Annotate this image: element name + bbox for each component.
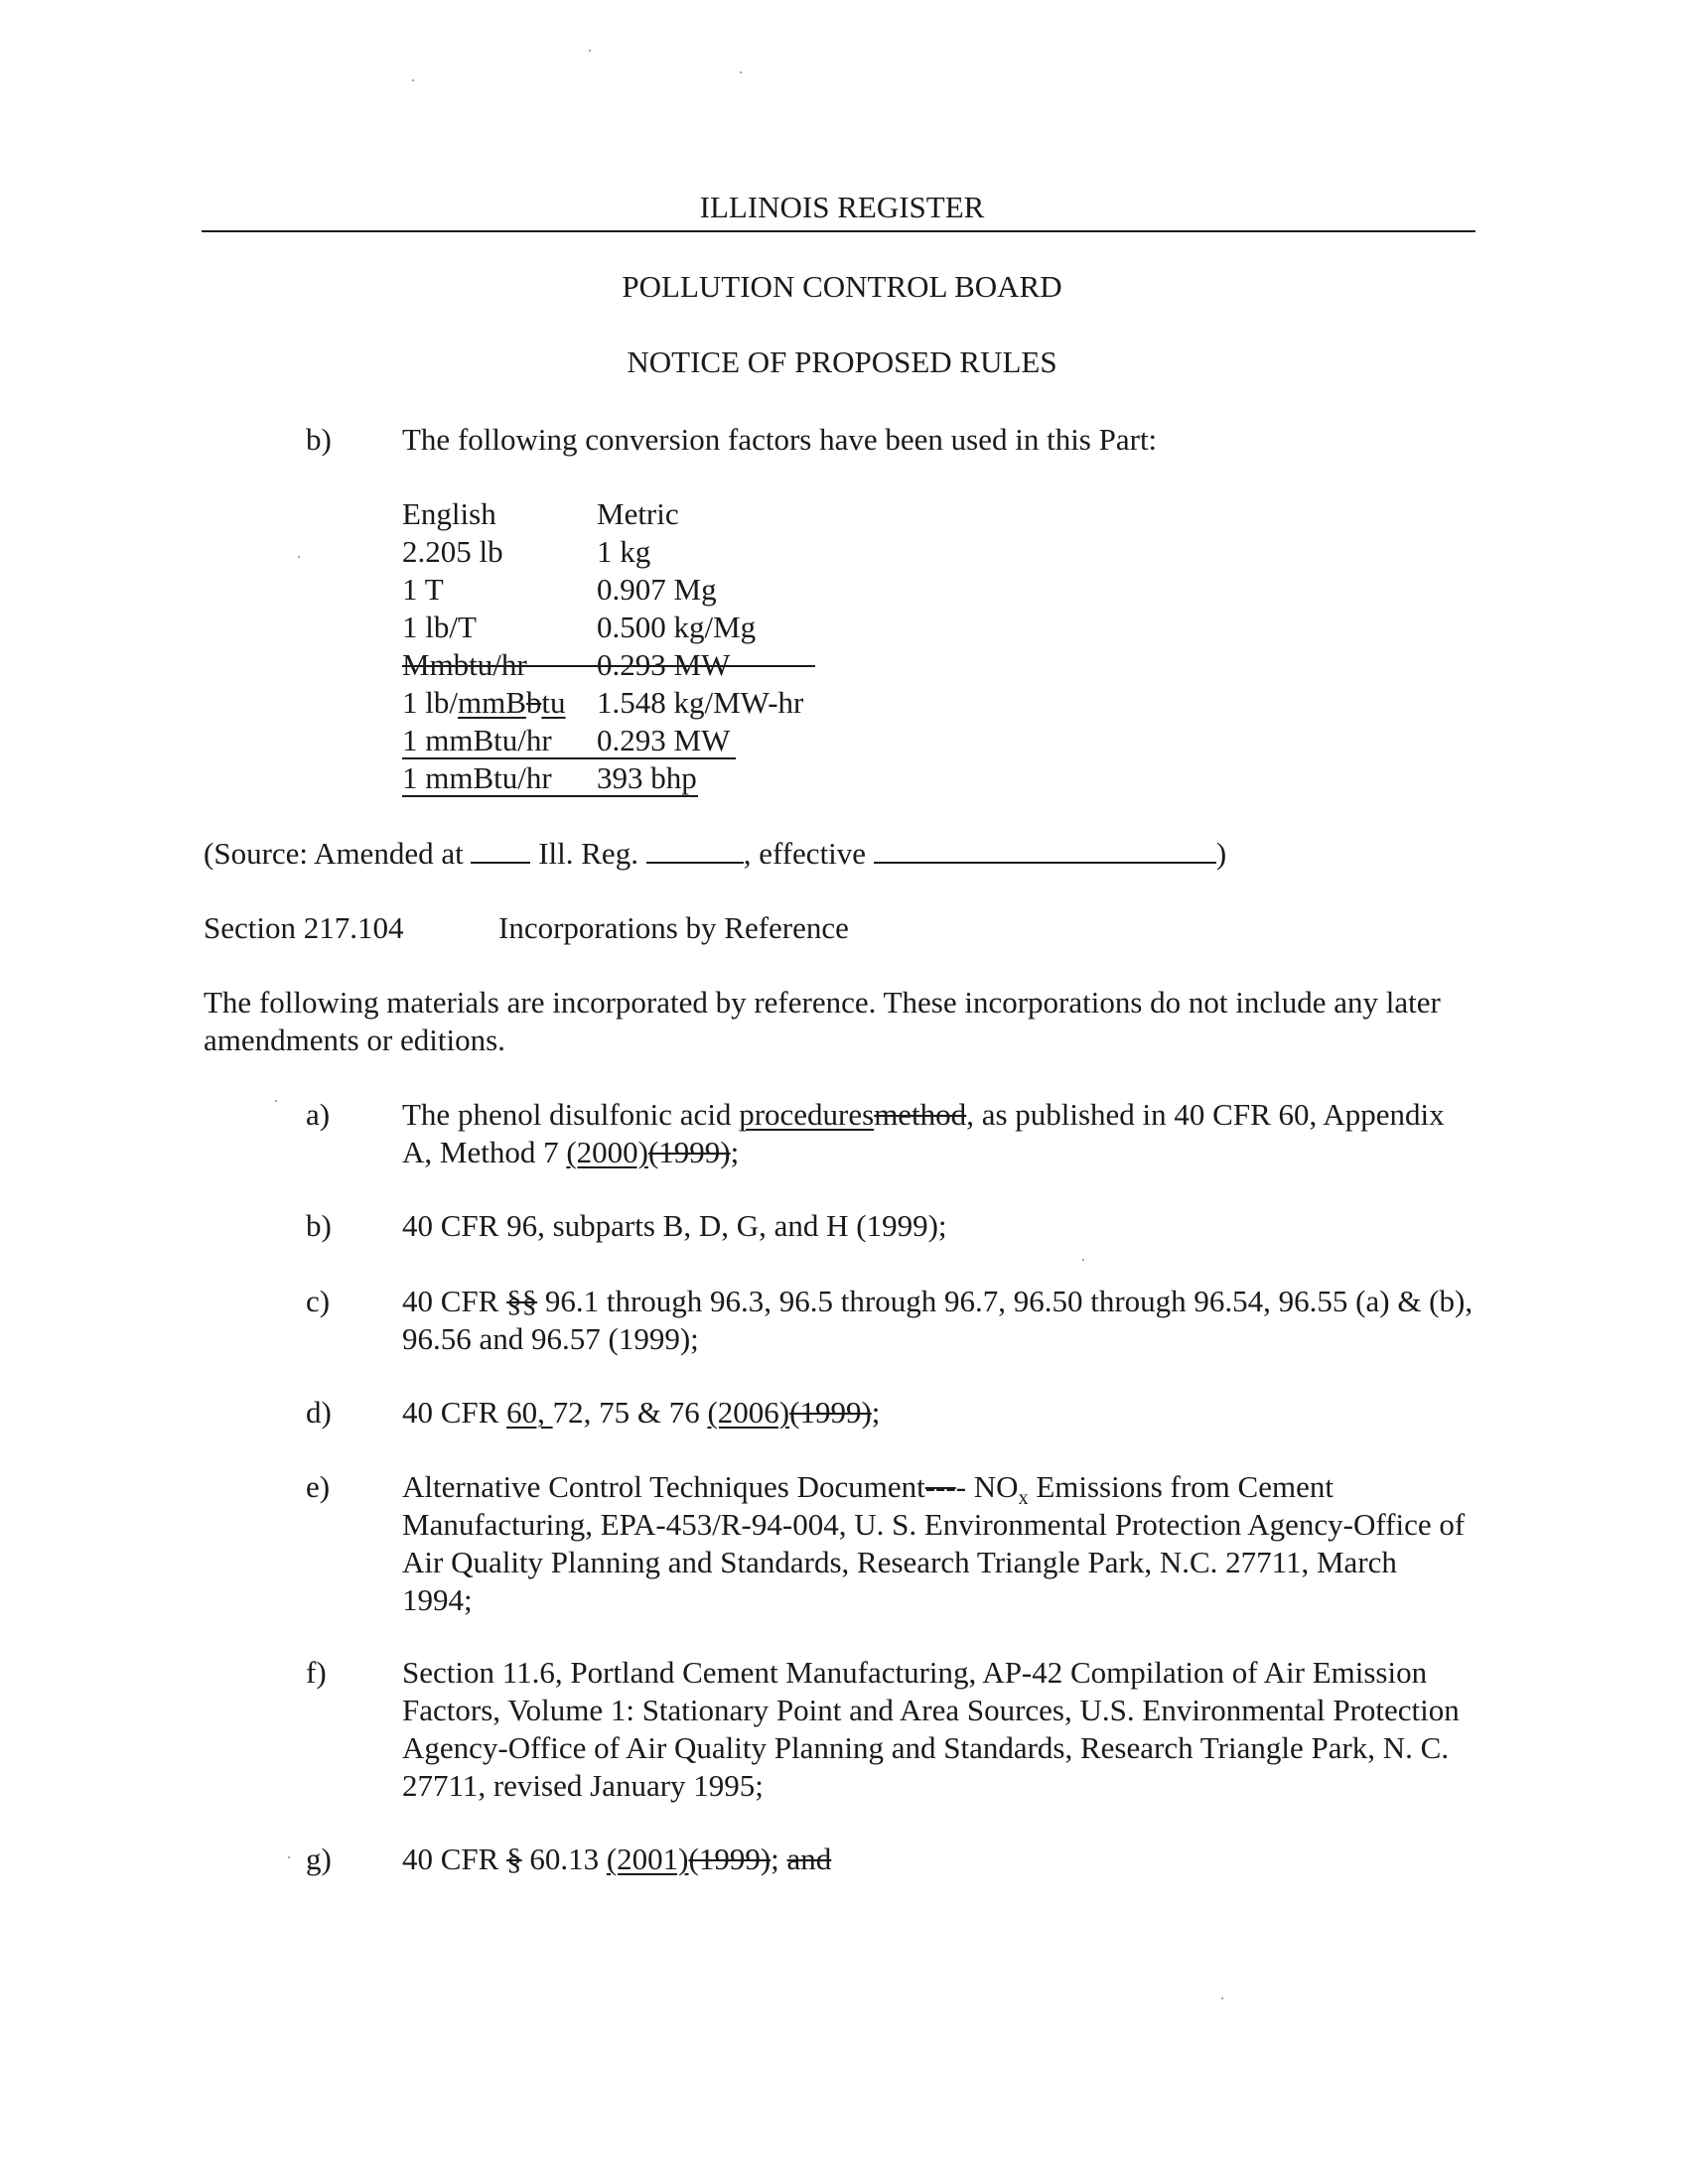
metric-value: 0.293 MW xyxy=(597,647,731,682)
row-underline xyxy=(402,795,698,797)
english-value: 1 lb/mmBbtu xyxy=(402,685,566,720)
item-label: d) xyxy=(306,1395,332,1430)
scan-speck xyxy=(412,79,414,81)
intro-item-text: The following conversion factors have been used in this Part: xyxy=(402,422,1158,457)
english-value: 1 mmBtu/hr xyxy=(402,723,552,757)
item-text: Alternative Control Techniques Document---- $NO_x$ Emissions from Cement Manufacturing, EPA-453/R-94-004, U. S. Environmental Protection Agency-Office of Air Quality Planning and Standards, Research Triangle Park, N.C. 27711, March 1994; xyxy=(402,1469,1466,1617)
metric-value: 0.293 MW xyxy=(597,723,731,757)
section-title: Incorporations by Reference xyxy=(498,910,849,945)
col-metric-header: Metric xyxy=(597,496,679,531)
source-close-paren: ) xyxy=(1215,836,1227,871)
scan-speck xyxy=(298,556,300,558)
source-effective-label: , effective xyxy=(743,836,867,871)
item-label: g) xyxy=(306,1842,332,1876)
english-value: 1 T xyxy=(402,572,444,607)
item-label: f) xyxy=(306,1655,327,1690)
scan-speck xyxy=(589,50,591,52)
metric-value: 0.907 Mg xyxy=(597,572,717,607)
source-reg-label: Ill. Reg. xyxy=(538,836,638,871)
metric-value: 1 kg xyxy=(597,534,651,569)
english-value: 1 mmBtu/hr xyxy=(402,760,552,795)
item-text: 40 CFR 60, 72, 75 & 76 (2006)(1999); xyxy=(402,1395,881,1430)
metric-value: 393 bhp xyxy=(597,760,697,795)
item-text: Section 11.6, Portland Cement Manufacturing, AP-42 Compilation of Air Emission Factors, Volume 1: Stationary Point and Area Sources, U.S. Environmental Protection Agency-Office of Air Quality Planning and Standards, Research Triangle Park, N. C. 27711, revised January 1995; xyxy=(402,1655,1460,1803)
scan-speck xyxy=(1221,1997,1223,1999)
scan-speck xyxy=(1082,1259,1084,1261)
lead-paragraph: The following materials are incorporated by reference. These incorporations do not include any later amendments or editions. xyxy=(204,985,1441,1057)
scan-speck xyxy=(288,1856,290,1858)
item-label: e) xyxy=(306,1469,331,1504)
notice-title: NOTICE OF PROPOSED RULES xyxy=(627,344,1057,379)
item-text: 40 CFR §§ 96.1 through 96.3, 96.5 through 96.7, 96.50 through 96.54, 96.55 (a) & (b), 96.56 and 96.57 (1999); xyxy=(402,1284,1474,1356)
scan-speck xyxy=(740,71,742,73)
board-name: POLLUTION CONTROL BOARD xyxy=(622,269,1062,304)
col-english-header: English xyxy=(402,496,496,531)
item-label: b) xyxy=(306,1208,332,1243)
english-value: 2.205 lb xyxy=(402,534,503,569)
item-label: c) xyxy=(306,1284,331,1318)
metric-value: 1.548 kg/MW-hr xyxy=(597,685,804,720)
effective-date-blank xyxy=(874,838,1216,864)
metric-value: 0.500 kg/Mg xyxy=(597,610,757,644)
row-strikethrough xyxy=(402,665,815,667)
scan-speck xyxy=(275,1100,277,1102)
source-note xyxy=(204,835,1226,873)
source-amended-label: (Source: Amended at xyxy=(204,836,464,871)
intro-item-label: b) xyxy=(306,422,332,457)
register-volume-blank xyxy=(471,838,530,864)
register-title: ILLINOIS REGISTER xyxy=(699,190,985,224)
header-divider xyxy=(202,230,1475,232)
item-text: 40 CFR 96, subparts B, D, G, and H (1999); xyxy=(402,1208,947,1243)
english-value: 1 lb/T xyxy=(402,610,477,644)
section-number: Section 217.104 xyxy=(204,910,404,945)
item-label: a) xyxy=(306,1097,331,1132)
item-text: The phenol disulfonic acid proceduresmethod, as published in 40 CFR 60, Appendix A, Method 7 (2000)(1999); xyxy=(402,1097,1445,1169)
english-value: Mmbtu/hr xyxy=(402,647,527,682)
register-page-blank xyxy=(646,838,744,864)
item-text: 40 CFR § 60.13 (2001)(1999); and xyxy=(402,1842,832,1876)
